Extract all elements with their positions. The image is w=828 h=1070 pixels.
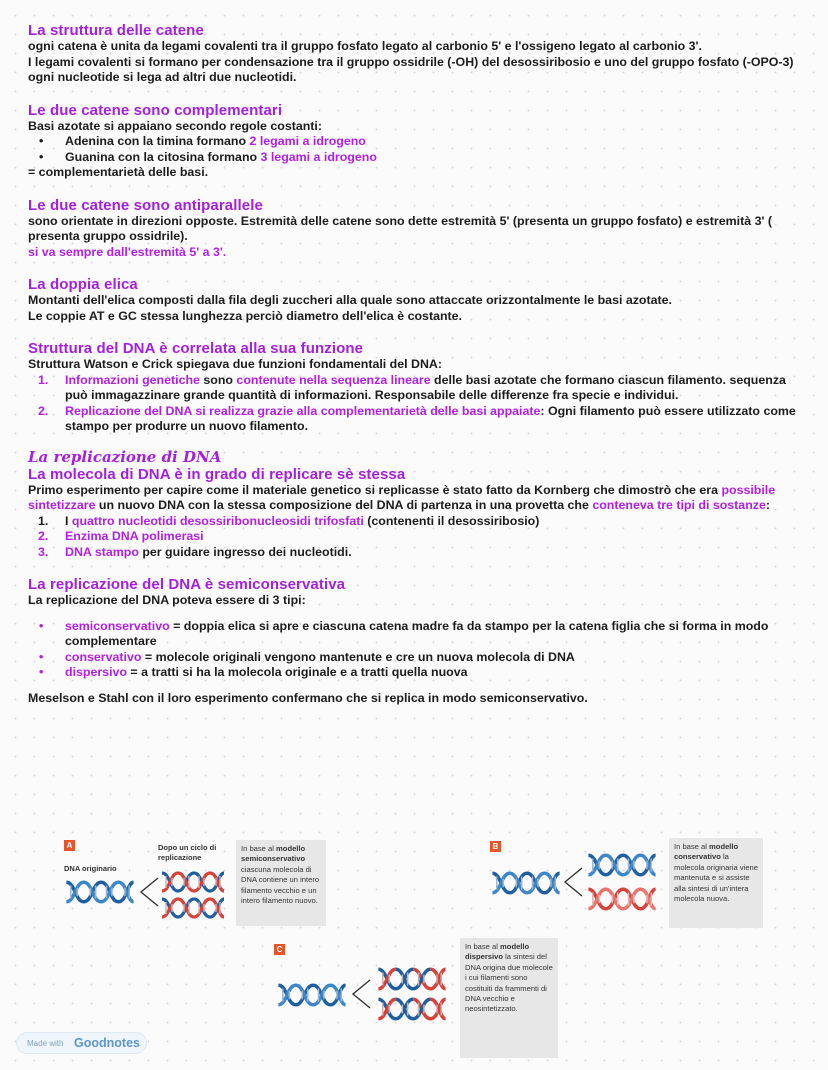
- notes-page: [28, 22, 804, 706]
- dna-original-helix: [272, 982, 352, 1008]
- caption-text: la molecola originaria viene mantenuta e si assiste alla sintesi di un'intera molecola nuova.: [674, 852, 758, 904]
- dna-new-helix: [584, 886, 660, 912]
- section-antiparallel: [28, 197, 804, 261]
- highlight: DNA stampo: [65, 544, 139, 559]
- dna-original-helix: [488, 870, 564, 896]
- list-item: [28, 373, 804, 404]
- caption-bold: modello semiconservativo: [241, 844, 306, 864]
- caption-text: la sintesi del DNA origina due molecole i cui filamenti sono costituiti da frammenti di DNA vecchio e neosintetizzato.: [465, 952, 553, 1014]
- caption-dispersive: [460, 938, 558, 1058]
- text: Primo esperimento per capire come il materiale genetico si replicasse è stato fatto da Kornberg che dimostrò che era: [28, 482, 722, 497]
- caption-text: In base al: [465, 942, 501, 951]
- highlight: Enzima DNA polimerasi: [65, 529, 204, 543]
- list-item: [28, 545, 804, 561]
- split-arrows: [350, 974, 372, 1014]
- item-number: 1.: [38, 513, 49, 528]
- caption-text: ciascuna molecola di DNA contiene un intero filamento vecchio e un intero filamento nuovo.: [241, 864, 320, 906]
- paragraph: [28, 483, 804, 514]
- paragraph: Le coppie AT e GC stessa lunghezza perciò diametro dell'elica è costante.: [28, 308, 462, 323]
- split-arrows: [562, 862, 584, 902]
- goodnotes-logo-text: Goodnotes: [74, 1036, 140, 1050]
- text: :: [765, 498, 770, 512]
- list-item: [28, 650, 804, 666]
- item-text: delle basi azotate che formano ciascun filamento. sequenza può immagazzinare grande quantità di informazioni. Responsabile delle differenze fra specie e individui.: [65, 372, 786, 402]
- figure-dispersive: [270, 938, 562, 1060]
- list-item: [28, 514, 804, 530]
- highlight: quattro nucleotidi desossiribonucleosidi trifosfati: [71, 513, 364, 528]
- item-text: : Ogni filamento può essere utilizzato come stampo per produrre un nuovo filamento.: [65, 403, 796, 433]
- made-with-label: Made with: [27, 1039, 64, 1048]
- label-original-dna: DNA originario: [64, 864, 117, 873]
- item-number: 1.: [38, 372, 49, 387]
- figure-semiconservative: [60, 838, 330, 928]
- paragraph: Struttura Watson e Crick spiegava due funzioni fondamentali del DNA:: [28, 357, 442, 371]
- caption-text: In base al: [674, 842, 710, 851]
- heading-antiparallel: Le due catene sono antiparallele: [28, 196, 263, 214]
- highlight: dispersivo: [65, 665, 127, 679]
- caption-conservative: [669, 838, 763, 928]
- numbered-list: [28, 373, 804, 435]
- split-arrows: [138, 872, 160, 912]
- heading-double-helix: La doppia elica: [28, 276, 138, 293]
- text: un nuovo DNA con la stessa composizione del DNA di partenza in una provetta che: [95, 498, 593, 512]
- list-item: [28, 150, 804, 166]
- item-text: sono: [199, 372, 237, 387]
- heading-self-replication: La molecola di DNA è in grado di replicare sè stessa: [28, 465, 406, 483]
- highlight: contenute nella sequenza lineare: [236, 372, 431, 387]
- figure-conservative: [486, 838, 766, 930]
- paragraph: Meselson e Stahl con il loro esperimento confermano che si replica in modo semiconservativo.: [28, 690, 588, 705]
- item-text: = a tratti si ha la molecola originale e a tratti quella nuova: [126, 665, 468, 679]
- heading-semiconservative: La replicazione del DNA è semiconservativa: [28, 576, 346, 593]
- highlight: possibile sintetizzare: [28, 482, 776, 512]
- caption-bold: modello conservativo: [674, 842, 739, 862]
- paragraph: sono orientate in direzioni opposte. Estremità delle catene sono dette estremità 5' (presenta un gruppo fosfato) e estremità 3' ( presenta gruppo ossidrile).: [28, 213, 772, 243]
- section-replication: [28, 449, 804, 561]
- item-text: Adenina con la timina formano: [65, 134, 250, 148]
- bullet-list: [28, 619, 804, 681]
- item-text: (contenenti il desossiribosio): [363, 513, 540, 528]
- badge-b: B: [490, 841, 501, 852]
- highlight: 3 legami a idrogeno: [260, 149, 377, 164]
- list-item: [28, 529, 804, 545]
- numbered-list: [28, 514, 804, 561]
- paragraph: La replicazione del DNA poteva essere di 3 tipi:: [28, 593, 306, 607]
- section-strand-structure: [28, 22, 804, 86]
- heading-structure-function: Struttura del DNA è correlata alla sua funzione: [28, 340, 364, 357]
- item-text: Guanina con la citosina formano: [65, 149, 261, 164]
- label-after-cycle: Dopo un ciclo di replicazione: [158, 843, 217, 862]
- dna-original-kept-helix: [584, 852, 660, 878]
- paragraph: ogni catena è unita da legami covalenti tra il gruppo fosfato legato al carbonio 5' e l'ossigeno legato al carbonio 3'.: [28, 39, 702, 53]
- dna-dispersive-helix-1: [372, 966, 452, 992]
- section-double-helix: [28, 276, 804, 324]
- dna-daughter-helix-1: [158, 870, 228, 894]
- heading-strand-structure: La struttura delle catene: [28, 22, 204, 39]
- list-item: [28, 404, 804, 435]
- bullet-list: [28, 134, 804, 165]
- highlight: 2 legami a idrogeno: [249, 134, 366, 148]
- item-number: 3.: [38, 544, 49, 559]
- item-text: = molecole originali vengono mantenute e cre un nuova molecola di DNA: [141, 649, 575, 664]
- dna-daughter-helix-2: [158, 896, 228, 920]
- highlight: semiconservativo: [65, 618, 170, 633]
- item-text: per guidare ingresso dei nucleotidi.: [138, 544, 352, 559]
- goodnotes-badge[interactable]: [16, 1032, 147, 1054]
- section-semiconservative: [28, 576, 804, 706]
- heading-complementary: Le due catene sono complementari: [28, 101, 283, 119]
- item-text: = doppia elica si apre e ciascuna catena madre fa da stampo per la catena figlia che si forma in modo complementare: [65, 618, 769, 648]
- badge-a: A: [64, 840, 75, 851]
- highlight: conteneva tre tipi di sostanze: [592, 498, 766, 512]
- paragraph-highlight: si va sempre dall'estremità 5' a 3'.: [28, 244, 227, 259]
- dna-original-helix: [62, 879, 138, 905]
- section-complementary: [28, 102, 804, 181]
- item-number: 2.: [38, 403, 49, 418]
- list-item: [28, 134, 804, 150]
- highlight: conservativo: [65, 649, 142, 664]
- highlight: Replicazione del DNA si realizza grazie alla complementarietà delle basi appaiate: [65, 403, 541, 418]
- highlight: Informazioni genetiche: [65, 372, 200, 387]
- item-text: I: [65, 513, 72, 528]
- cursive-title: La replicazione di DNA: [28, 447, 222, 466]
- badge-c: C: [274, 944, 285, 955]
- paragraph: = complementarietà delle basi.: [28, 165, 209, 179]
- list-item: [28, 665, 804, 681]
- paragraph: Basi azotate si appaiano secondo regole costanti:: [28, 118, 323, 133]
- caption-bold: modello dispersivo: [465, 942, 530, 962]
- caption-text: In base al: [241, 844, 277, 853]
- paragraph: I legami covalenti si formano per condensazione tra il gruppo ossidrile (-OH) del desossiribosio e uno del gruppo fosfato (-OPO-3) ogni nucleotide si lega ad altri due nucleotidi.: [28, 54, 794, 84]
- section-structure-function: [28, 340, 804, 435]
- paragraph: Montanti dell'elica composti dalla fila degli zuccheri alla quale sono attaccate orizzontalmente le basi azotate.: [28, 293, 672, 307]
- list-item: [28, 619, 804, 650]
- caption-semiconservative: [236, 840, 326, 926]
- item-number: 2.: [38, 529, 49, 543]
- dna-dispersive-helix-2: [372, 996, 452, 1022]
